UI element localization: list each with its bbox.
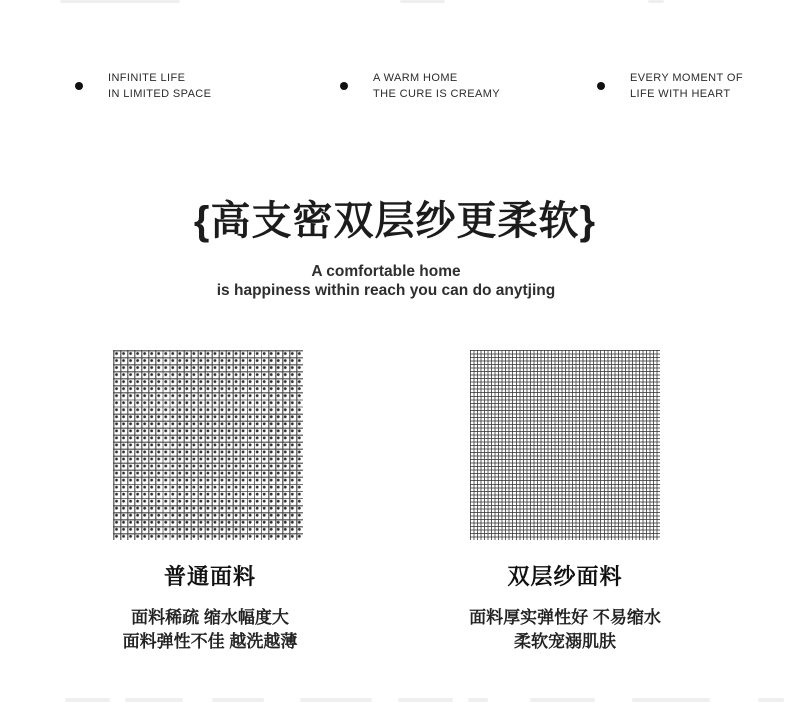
bullet-dot-icon bbox=[340, 82, 348, 90]
fabric-desc-line1: 面料稀疏 缩水幅度大 bbox=[131, 608, 289, 627]
cutoff-artifact bbox=[212, 698, 264, 702]
cutoff-artifact bbox=[468, 698, 488, 702]
tagline-line2: IN LIMITED SPACE bbox=[108, 88, 212, 100]
fabric-desc-line2: 面料弹性不佳 越洗越薄 bbox=[122, 632, 298, 651]
cutoff-artifact bbox=[125, 698, 183, 702]
cutoff-artifact bbox=[758, 698, 784, 702]
tagline-line2: LIFE WITH HEART bbox=[630, 88, 731, 100]
tagline-line2: THE CURE IS CREAMY bbox=[373, 88, 500, 100]
tagline-line1: INFINITE LIFE bbox=[108, 72, 186, 84]
fabric-name: 普通面料 bbox=[163, 564, 256, 589]
cutoff-artifact bbox=[632, 698, 710, 702]
ordinary-fabric-swatch bbox=[113, 350, 303, 540]
fabric-name: 双层纱面料 bbox=[507, 564, 623, 589]
double-gauze-fabric-label-block bbox=[440, 560, 690, 654]
cutoff-artifact bbox=[530, 698, 595, 702]
ordinary-fabric-label-block bbox=[90, 560, 330, 654]
tagline-item-every-moment bbox=[597, 70, 743, 102]
tagline-text bbox=[373, 70, 500, 102]
fabric-desc-line1: 面料厚实弹性好 不易缩水 bbox=[469, 608, 661, 627]
double-gauze-fabric-swatch bbox=[470, 350, 660, 540]
cutoff-artifact bbox=[65, 698, 110, 702]
tagline-line1: EVERY MOMENT OF bbox=[630, 72, 743, 84]
cutoff-artifact bbox=[60, 0, 180, 3]
tagline-line1: A WARM HOME bbox=[373, 72, 458, 84]
subtitle-line1: A comfortable home bbox=[311, 263, 461, 280]
cutoff-artifact bbox=[300, 698, 372, 702]
cutoff-artifact bbox=[648, 0, 664, 3]
page-subtitle bbox=[0, 262, 772, 300]
bullet-dot-icon bbox=[75, 82, 83, 90]
tagline-item-warm-home bbox=[340, 70, 500, 102]
tagline-item-infinite-life bbox=[75, 70, 211, 102]
page-title: {高支密双层纱更柔软} bbox=[193, 199, 597, 243]
tagline-text bbox=[108, 70, 211, 102]
cutoff-artifact bbox=[398, 698, 453, 702]
tagline-text bbox=[630, 70, 743, 102]
fabric-desc-line2: 柔软宠溺肌肤 bbox=[514, 632, 616, 651]
bullet-dot-icon bbox=[597, 82, 605, 90]
cutoff-artifact bbox=[400, 0, 445, 3]
subtitle-line2: is happiness within reach you can do anytjing bbox=[216, 282, 556, 299]
